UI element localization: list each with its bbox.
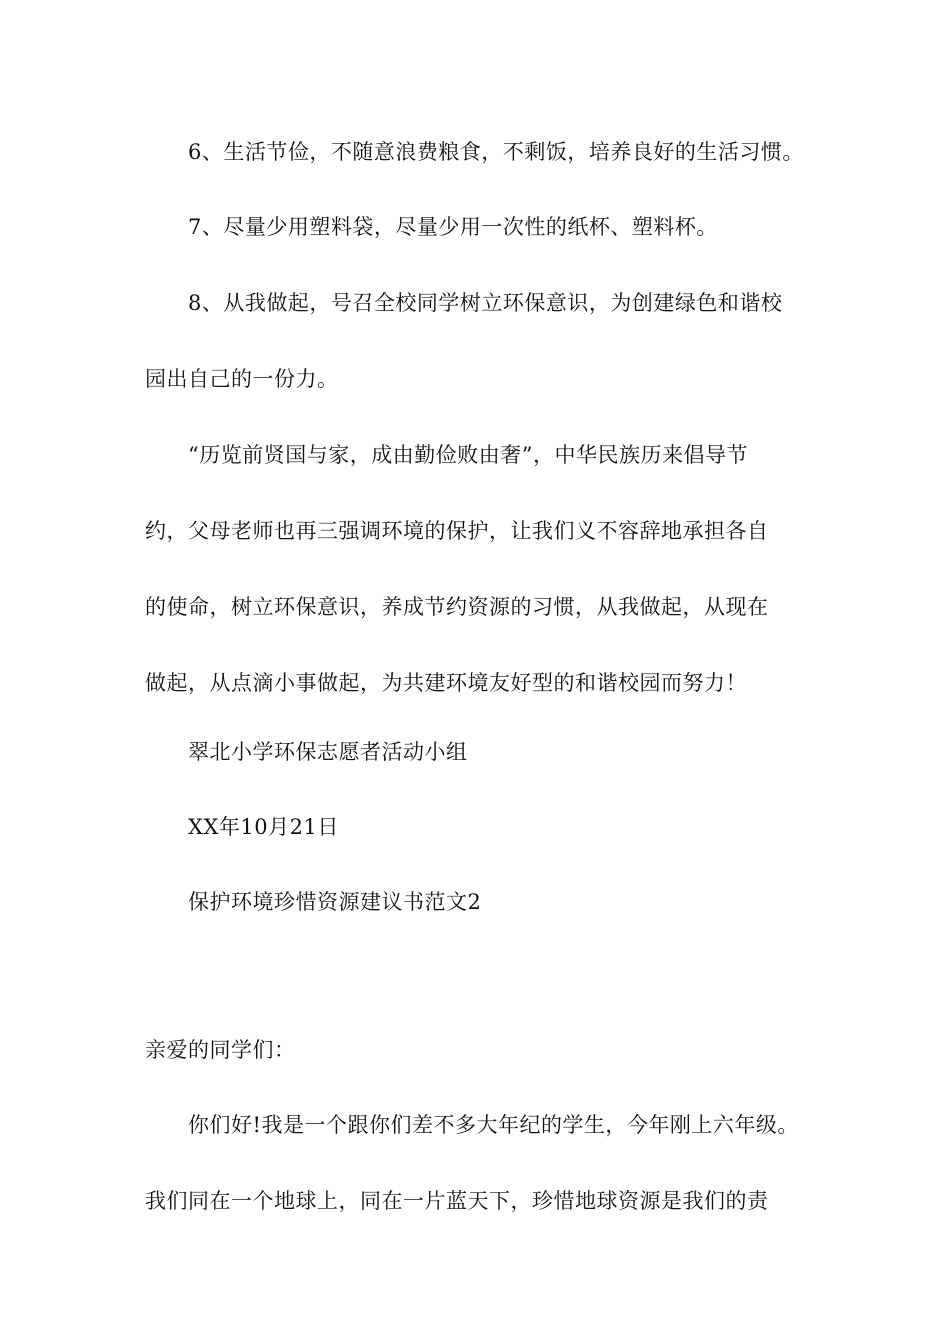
signature-date: XX年10月21日 — [188, 815, 339, 839]
paragraph-line-item-8-end: 园出自己的一份力。 — [145, 367, 339, 391]
salutation: 亲爱的同学们： — [145, 1038, 296, 1062]
paragraph-line-quote-start: “历览前贤国与家，成由勤俭败由奢”，中华民族历来倡导节 — [188, 443, 748, 467]
signature-organization: 翠北小学环保志愿者活动小组 — [188, 740, 468, 764]
paragraph-line-item-6: 6、生活节俭，不随意浪费粮食，不剩饭，培养良好的生活习惯。 — [188, 140, 804, 164]
paragraph-line-letter-2: 我们同在一个地球上，同在一片蓝天下，珍惜地球资源是我们的责 — [145, 1189, 769, 1213]
paragraph-line-letter-1: 你们好!我是一个跟你们差不多大年纪的学生，今年刚上六年级。 — [188, 1113, 799, 1137]
section-heading: 保护环境珍惜资源建议书范文2 — [188, 890, 482, 914]
paragraph-line-quote-3: 的使命，树立环保意识，养成节约资源的习惯，从我做起，从现在 — [145, 595, 769, 619]
paragraph-line-quote-2: 约，父母老师也再三强调环境的保护，让我们义不容辞地承担各自 — [145, 519, 769, 543]
paragraph-line-quote-end: 做起，从点滴小事做起，为共建环境友好型的和谐校园而努力！ — [145, 671, 747, 695]
paragraph-line-item-7: 7、尽量少用塑料袋，尽量少用一次性的纸杯、塑料杯。 — [188, 215, 718, 239]
paragraph-line-item-8-start: 8、从我做起，号召全校同学树立环保意识，为创建绿色和谐校 — [188, 291, 783, 315]
